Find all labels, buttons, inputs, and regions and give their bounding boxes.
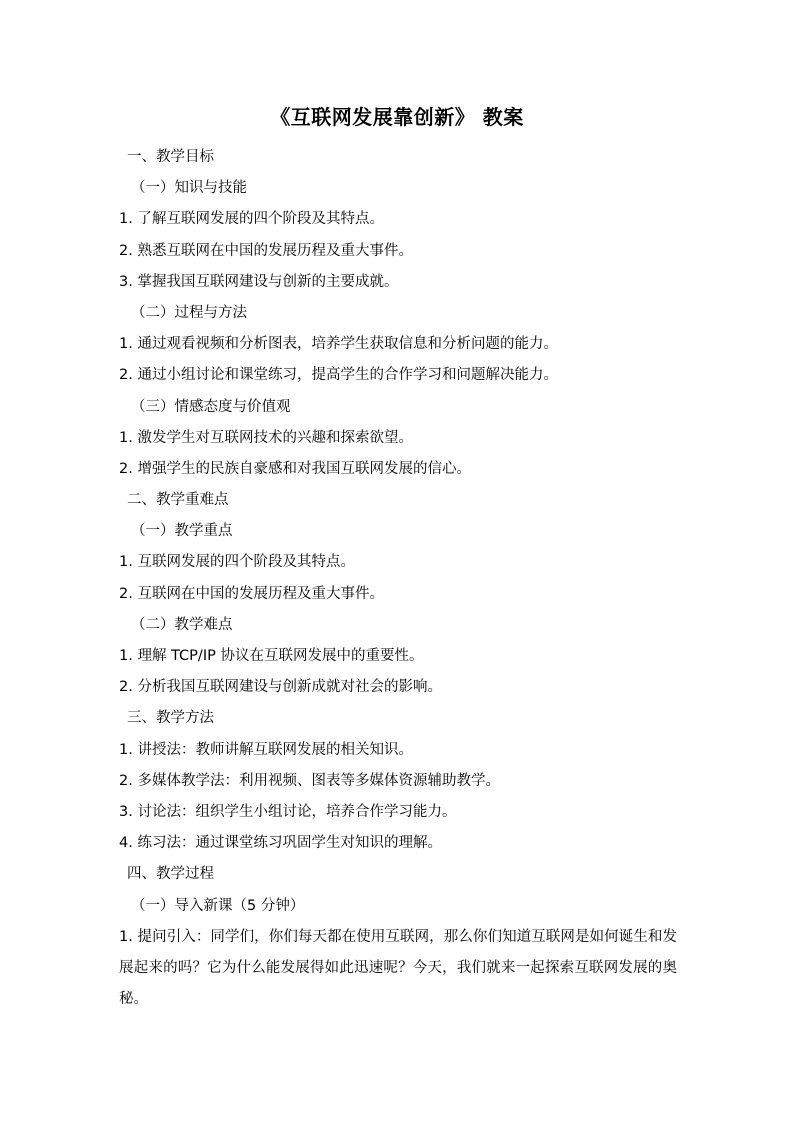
list-item: 2. 增强学生的民族自豪感和对我国互联网发展的信心。 [119,460,471,477]
subsection-heading: （二）教学难点 [131,616,233,633]
list-item: 2. 互联网在中国的发展历程及重大事件。 [119,585,384,602]
subsection-heading: （三）情感态度与价值观 [131,398,291,415]
list-item: 2. 熟悉互联网在中国的发展历程及重大事件。 [119,242,413,259]
section-heading: 一、教学目标 [127,149,214,165]
list-item: 2. 多媒体教学法：利用视频、图表等多媒体资源辅助教学。 [119,772,500,789]
list-item: 3. 讨论法：组织学生小组讨论，培养合作学习能力。 [119,803,457,820]
subsection-heading: （二）过程与方法 [131,304,247,321]
list-item: 1. 通过观看视频和分析图表，培养学生获取信息和分析问题的能力。 [119,336,558,353]
subsection-heading: （一）知识与技能 [131,180,247,197]
list-item: 2. 通过小组讨论和课堂练习，提高学生的合作学习和问题解决能力。 [119,367,558,384]
document-title: 《互联网发展靠创新》 教案 [270,105,524,129]
list-item: 1. 激发学生对互联网技术的兴趣和探索欲望。 [119,429,413,446]
list-item: 1. 讲授法：教师讲解互联网发展的相关知识。 [119,741,413,758]
list-item: 1. 理解 TCP/IP 协议在互联网发展中的重要性。 [119,648,424,664]
list-item: 2. 分析我国互联网建设与创新成就对社会的影响。 [119,679,442,696]
body-paragraph: 1. 提问引入：同学们，你们每天都在使用互联网，那么你们知道互联网是如何诞生和发展起来的吗？它为什么能发展得如此迅速呢？今天，我们就来一起探索互联网发展的奥秘。 [119,928,677,1008]
subsection-heading: （一）教学重点 [131,523,233,540]
section-heading: 三、教学方法 [127,710,214,727]
list-item: 1. 互联网发展的四个阶段及其特点。 [119,554,355,571]
list-item: 3. 掌握我国互联网建设与创新的主要成就。 [119,273,399,290]
subsection-heading: （一）导入新课（5 分钟） [131,897,305,914]
section-heading: 二、教学重难点 [127,492,229,509]
section-heading: 四、教学过程 [127,866,214,883]
list-item: 1. 了解互联网发展的四个阶段及其特点。 [119,211,384,228]
list-item: 4. 练习法：通过课堂练习巩固学生对知识的理解。 [119,835,442,852]
document-body [119,142,679,1015]
